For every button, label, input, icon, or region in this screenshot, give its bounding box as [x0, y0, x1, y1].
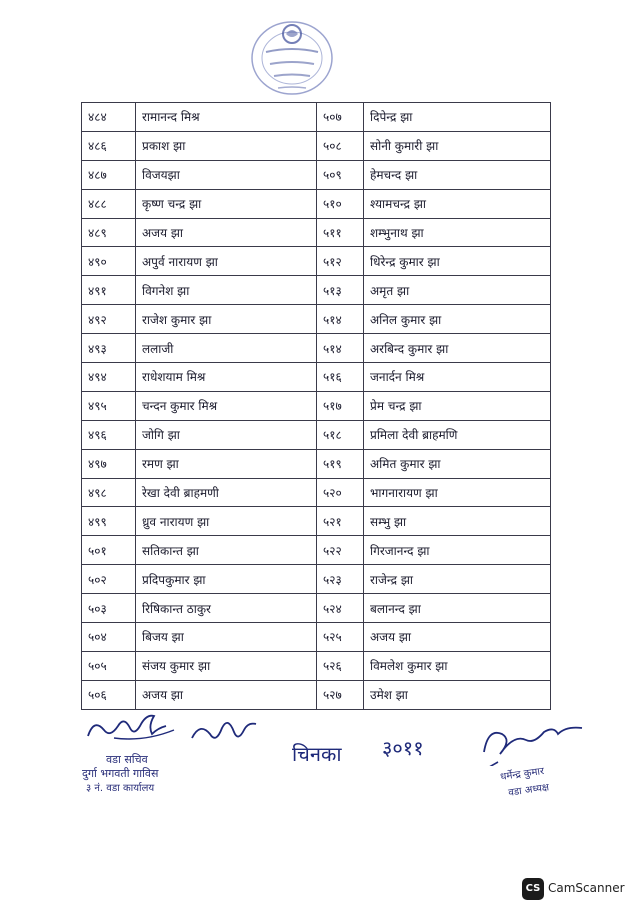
serial-number-left: ४९६ — [82, 420, 136, 449]
name-list-table — [81, 102, 551, 710]
serial-number-right: ५२३ — [317, 565, 364, 594]
name-right: अमृत झा — [364, 276, 551, 305]
name-right: गिरजानन्द झा — [364, 536, 551, 565]
serial-number-right: ५१२ — [317, 247, 364, 276]
name-left: रामानन्द मिश्र — [136, 103, 317, 132]
middle-number: ३०११ — [382, 736, 424, 760]
name-left: राधेशयाम मिश्र — [136, 363, 317, 392]
name-left: विजयझा — [136, 160, 317, 189]
serial-number-right: ५१० — [317, 189, 364, 218]
serial-number-right: ५२२ — [317, 536, 364, 565]
table-row — [82, 594, 551, 623]
name-right: श्यामचन्द्र झा — [364, 189, 551, 218]
serial-number-right: ५२५ — [317, 623, 364, 652]
name-right: सम्भु झा — [364, 507, 551, 536]
table-row — [82, 478, 551, 507]
serial-number-right: ५१६ — [317, 363, 364, 392]
name-left: ललाजी — [136, 334, 317, 363]
name-left: प्रकाश झा — [136, 131, 317, 160]
name-right: शम्भुनाथ झा — [364, 218, 551, 247]
serial-number-right: ५२६ — [317, 651, 364, 680]
name-left: ध्रुव नारायण झा — [136, 507, 317, 536]
table-row — [82, 305, 551, 334]
table-row — [82, 536, 551, 565]
left-office: ३ नं. वडा कार्यालय — [86, 783, 155, 794]
name-left: विगनेश झा — [136, 276, 317, 305]
left-org: दुर्गा भगवती गाविस — [82, 767, 159, 780]
right-org: वडा अध्यक्ष — [507, 782, 550, 799]
table-row — [82, 247, 551, 276]
serial-number-left: ४८४ — [82, 103, 136, 132]
table-row — [82, 623, 551, 652]
name-right: उमेश झा — [364, 680, 551, 709]
table-row — [82, 391, 551, 420]
serial-number-right: ५१७ — [317, 391, 364, 420]
serial-number-right: ५१८ — [317, 420, 364, 449]
serial-number-right: ५०९ — [317, 160, 364, 189]
serial-number-left: ५०२ — [82, 565, 136, 594]
name-left: राजेश कुमार झा — [136, 305, 317, 334]
serial-number-left: ४८७ — [82, 160, 136, 189]
name-right: अमित कुमार झा — [364, 449, 551, 478]
name-right: प्रमिला देवी ब्राहमणि — [364, 420, 551, 449]
serial-number-left: ५०३ — [82, 594, 136, 623]
serial-number-right: ५२१ — [317, 507, 364, 536]
serial-number-right: ५१४ — [317, 334, 364, 363]
table-row — [82, 218, 551, 247]
serial-number-left: ४८८ — [82, 189, 136, 218]
serial-number-left: ४९२ — [82, 305, 136, 334]
table-row — [82, 420, 551, 449]
name-right: अनिल कुमार झा — [364, 305, 551, 334]
serial-number-right: ५१९ — [317, 449, 364, 478]
serial-number-left: ४८९ — [82, 218, 136, 247]
table-row — [82, 363, 551, 392]
signature-left — [84, 708, 184, 750]
signature-second — [188, 716, 260, 750]
name-right: धिरेन्द्र कुमार झा — [364, 247, 551, 276]
table-row — [82, 507, 551, 536]
name-left: जोगि झा — [136, 420, 317, 449]
name-left: संजय कुमार झा — [136, 651, 317, 680]
name-right: दिपेन्द्र झा — [364, 103, 551, 132]
table-row — [82, 334, 551, 363]
table-row — [82, 103, 551, 132]
camscanner-label: CamScanner — [548, 881, 625, 895]
signature-right — [478, 722, 588, 766]
name-right: अरबिन्द कुमार झा — [364, 334, 551, 363]
name-right: सोनी कुमारी झा — [364, 131, 551, 160]
name-left: सतिकान्त झा — [136, 536, 317, 565]
serial-number-left: ४९३ — [82, 334, 136, 363]
table-row — [82, 160, 551, 189]
name-left: अजय झा — [136, 680, 317, 709]
serial-number-left: ५०४ — [82, 623, 136, 652]
name-right: हेमचन्द झा — [364, 160, 551, 189]
name-left: बिजय झा — [136, 623, 317, 652]
serial-number-right: ५२० — [317, 478, 364, 507]
serial-number-left: ४९८ — [82, 478, 136, 507]
serial-number-left: ४९९ — [82, 507, 136, 536]
serial-number-left: ४९४ — [82, 363, 136, 392]
right-name: धर्मेन्द्र कुमार — [499, 765, 545, 783]
serial-number-right: ५१४ — [317, 305, 364, 334]
serial-number-left: ४९१ — [82, 276, 136, 305]
serial-number-right: ५११ — [317, 218, 364, 247]
name-left: रेखा देवी ब्राहमणी — [136, 478, 317, 507]
table-row — [82, 651, 551, 680]
name-left: प्रदिपकुमार झा — [136, 565, 317, 594]
table-row — [82, 189, 551, 218]
name-right: विमलेश कुमार झा — [364, 651, 551, 680]
serial-number-right: ५२७ — [317, 680, 364, 709]
name-right: प्रेम चन्द्र झा — [364, 391, 551, 420]
table-row — [82, 131, 551, 160]
name-left: रिषिकान्त ठाकुर — [136, 594, 317, 623]
name-right: राजेन्द्र झा — [364, 565, 551, 594]
table-row — [82, 276, 551, 305]
table-row — [82, 680, 551, 709]
serial-number-left: ५०५ — [82, 651, 136, 680]
middle-word: चिनका — [292, 742, 342, 766]
name-left: कृष्ण चन्द्र झा — [136, 189, 317, 218]
serial-number-right: ५०८ — [317, 131, 364, 160]
name-left: चन्दन कुमार मिश्र — [136, 391, 317, 420]
name-left: रमण झा — [136, 449, 317, 478]
office-stamp — [246, 12, 338, 98]
name-left: अजय झा — [136, 218, 317, 247]
serial-number-left: ५०६ — [82, 680, 136, 709]
serial-number-left: ४९५ — [82, 391, 136, 420]
serial-number-left: ४९७ — [82, 449, 136, 478]
serial-number-left: ४९० — [82, 247, 136, 276]
name-right: जनार्दन मिश्र — [364, 363, 551, 392]
name-right: बलानन्द झा — [364, 594, 551, 623]
table-row — [82, 565, 551, 594]
name-right: भागनारायण झा — [364, 478, 551, 507]
serial-number-right: ५१३ — [317, 276, 364, 305]
name-left: अपुर्व नारायण झा — [136, 247, 317, 276]
serial-number-right: ५०७ — [317, 103, 364, 132]
serial-number-left: ४८६ — [82, 131, 136, 160]
table-row — [82, 449, 551, 478]
name-right: अजय झा — [364, 623, 551, 652]
camscanner-logo-icon: CS — [522, 878, 544, 900]
serial-number-left: ५०१ — [82, 536, 136, 565]
left-title: वडा सचिव — [106, 753, 148, 766]
serial-number-right: ५२४ — [317, 594, 364, 623]
